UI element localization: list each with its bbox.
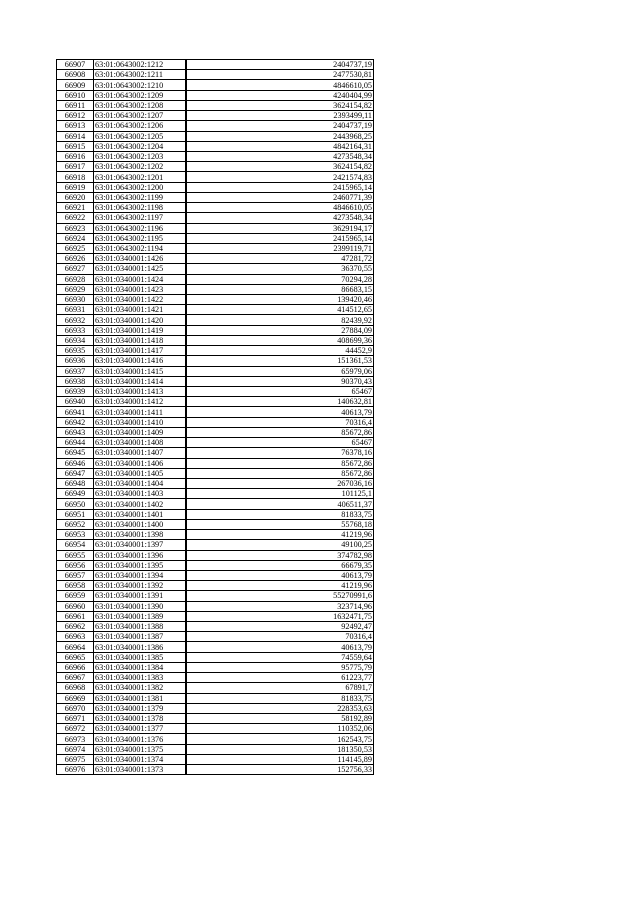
- table-row: [57, 632, 374, 642]
- row-number-cell: 66935: [57, 346, 94, 356]
- cadastral-value-cell: 40613,79: [186, 570, 374, 580]
- cadastral-number-cell: 63:01:0340001:1384: [94, 662, 187, 672]
- table-row: [57, 70, 374, 80]
- cadastral-number-cell: 63:01:0340001:1400: [94, 519, 187, 529]
- table-row: [57, 714, 374, 724]
- cadastral-value-cell: 95775,79: [186, 662, 374, 672]
- cadastral-value-cell: 90370,43: [186, 376, 374, 386]
- table-row: [57, 724, 374, 734]
- cadastral-value-cell: 27884,09: [186, 325, 374, 335]
- cadastral-value-cell: 408699,36: [186, 335, 374, 345]
- table-row: [57, 376, 374, 386]
- table-row: [57, 683, 374, 693]
- row-number-cell: 66968: [57, 683, 94, 693]
- row-number-cell: 66930: [57, 295, 94, 305]
- row-number-cell: 66973: [57, 734, 94, 744]
- cadastral-value-cell: 4273548,34: [186, 213, 374, 223]
- cadastral-number-cell: 63:01:0643002:1198: [94, 203, 187, 213]
- cadastral-number-cell: 63:01:0340001:1392: [94, 581, 187, 591]
- table-row: [57, 356, 374, 366]
- cadastral-value-cell: 414512,65: [186, 305, 374, 315]
- cadastral-number-cell: 63:01:0340001:1383: [94, 673, 187, 683]
- row-number-cell: 66975: [57, 754, 94, 764]
- row-number-cell: 66913: [57, 121, 94, 131]
- cadastral-number-cell: 63:01:0340001:1388: [94, 622, 187, 632]
- table-row: [57, 540, 374, 550]
- cadastral-number-cell: 63:01:0340001:1425: [94, 264, 187, 274]
- row-number-cell: 66960: [57, 601, 94, 611]
- cadastral-value-cell: 61223,77: [186, 673, 374, 683]
- cadastral-number-cell: 63:01:0340001:1406: [94, 458, 187, 468]
- cadastral-number-cell: 63:01:0340001:1415: [94, 366, 187, 376]
- cadastral-number-cell: 63:01:0643002:1202: [94, 162, 187, 172]
- table-row: [57, 100, 374, 110]
- row-number-cell: 66938: [57, 376, 94, 386]
- cadastral-number-cell: 63:01:0340001:1416: [94, 356, 187, 366]
- cadastral-number-cell: 63:01:0340001:1376: [94, 734, 187, 744]
- cadastral-value-cell: 406511,37: [186, 499, 374, 509]
- row-number-cell: 66963: [57, 632, 94, 642]
- row-number-cell: 66907: [57, 60, 94, 70]
- cadastral-value-cell: 3624154,82: [186, 162, 374, 172]
- row-number-cell: 66944: [57, 438, 94, 448]
- table-row: [57, 295, 374, 305]
- cadastral-number-cell: 63:01:0340001:1414: [94, 376, 187, 386]
- row-number-cell: 66948: [57, 478, 94, 488]
- cadastral-value-cell: 41219,96: [186, 581, 374, 591]
- cadastral-value-cell: 65467: [186, 387, 374, 397]
- table-row: [57, 734, 374, 744]
- table-row: [57, 346, 374, 356]
- row-number-cell: 66958: [57, 581, 94, 591]
- table-row: [57, 468, 374, 478]
- table-row: [57, 509, 374, 519]
- table-row: [57, 622, 374, 632]
- row-number-cell: 66967: [57, 673, 94, 683]
- table-row: [57, 519, 374, 529]
- cadastral-value-cell: 162543,75: [186, 734, 374, 744]
- cadastral-value-cell: 85672,86: [186, 458, 374, 468]
- cadastral-value-cell: 139420,46: [186, 295, 374, 305]
- row-number-cell: 66970: [57, 703, 94, 713]
- cadastral-value-cell: 2399119,71: [186, 243, 374, 253]
- cadastral-value-cell: 74559,64: [186, 652, 374, 662]
- table-row: [57, 601, 374, 611]
- table-row: [57, 243, 374, 253]
- cadastral-number-cell: 63:01:0340001:1378: [94, 714, 187, 724]
- cadastral-number-cell: 63:01:0643002:1197: [94, 213, 187, 223]
- table-row: [57, 315, 374, 325]
- cadastral-value-cell: 86683,15: [186, 284, 374, 294]
- table-row: [57, 141, 374, 151]
- table-row: [57, 570, 374, 580]
- table-row: [57, 325, 374, 335]
- table-row: [57, 581, 374, 591]
- table-row: [57, 264, 374, 274]
- row-number-cell: 66921: [57, 203, 94, 213]
- table-row: [57, 274, 374, 284]
- cadastral-value-cell: 55270991,6: [186, 591, 374, 601]
- table-row: [57, 131, 374, 141]
- table-row: [57, 121, 374, 131]
- row-number-cell: 66952: [57, 519, 94, 529]
- cadastral-value-cell: 152756,33: [186, 765, 374, 775]
- cadastral-value-cell: 47281,72: [186, 254, 374, 264]
- row-number-cell: 66949: [57, 489, 94, 499]
- cadastral-value-cell: 58192,89: [186, 714, 374, 724]
- row-number-cell: 66908: [57, 70, 94, 80]
- table-row: [57, 693, 374, 703]
- row-number-cell: 66943: [57, 427, 94, 437]
- cadastral-value-cell: 4846610,05: [186, 80, 374, 90]
- cadastral-number-cell: 63:01:0340001:1420: [94, 315, 187, 325]
- table-row: [57, 162, 374, 172]
- cadastral-value-cell: 151361,53: [186, 356, 374, 366]
- row-number-cell: 66969: [57, 693, 94, 703]
- cadastral-value-cell: 81833,75: [186, 693, 374, 703]
- table-row: [57, 448, 374, 458]
- row-number-cell: 66914: [57, 131, 94, 141]
- table-row: [57, 192, 374, 202]
- row-number-cell: 66936: [57, 356, 94, 366]
- row-number-cell: 66945: [57, 448, 94, 458]
- row-number-cell: 66909: [57, 80, 94, 90]
- table-row: [57, 203, 374, 213]
- table-row: [57, 366, 374, 376]
- table-row: [57, 417, 374, 427]
- cadastral-value-cell: 4240404,99: [186, 90, 374, 100]
- cadastral-value-cell: 228353,63: [186, 703, 374, 713]
- table-row: [57, 223, 374, 233]
- cadastral-value-cell: 44452,9: [186, 346, 374, 356]
- cadastral-number-cell: 63:01:0340001:1421: [94, 305, 187, 315]
- table-row: [57, 233, 374, 243]
- cadastral-value-cell: 4842164,31: [186, 141, 374, 151]
- cadastral-number-cell: 63:01:0340001:1404: [94, 478, 187, 488]
- cadastral-number-cell: 63:01:0340001:1424: [94, 274, 187, 284]
- table-row: [57, 80, 374, 90]
- table-row: [57, 90, 374, 100]
- cadastral-number-cell: 63:01:0340001:1410: [94, 417, 187, 427]
- cadastral-number-cell: 63:01:0643002:1200: [94, 182, 187, 192]
- cadastral-number-cell: 63:01:0643002:1207: [94, 111, 187, 121]
- row-number-cell: 66971: [57, 714, 94, 724]
- cadastral-value-cell: 101125,1: [186, 489, 374, 499]
- cadastral-number-cell: 63:01:0340001:1375: [94, 744, 187, 754]
- row-number-cell: 66915: [57, 141, 94, 151]
- row-number-cell: 66951: [57, 509, 94, 519]
- row-number-cell: 66923: [57, 223, 94, 233]
- cadastral-value-cell: 85672,86: [186, 468, 374, 478]
- table-body: [57, 60, 374, 775]
- row-number-cell: 66929: [57, 284, 94, 294]
- row-number-cell: 66939: [57, 387, 94, 397]
- cadastral-value-cell: 181350,53: [186, 744, 374, 754]
- row-number-cell: 66972: [57, 724, 94, 734]
- cadastral-value-cell: 323714,96: [186, 601, 374, 611]
- row-number-cell: 66940: [57, 397, 94, 407]
- row-number-cell: 66961: [57, 611, 94, 621]
- table-row: [57, 387, 374, 397]
- cadastral-value-cell: 36370,55: [186, 264, 374, 274]
- row-number-cell: 66956: [57, 560, 94, 570]
- cadastral-value-cell: 70294,28: [186, 274, 374, 284]
- table-row: [57, 254, 374, 264]
- table-row: [57, 560, 374, 570]
- cadastral-number-cell: 63:01:0340001:1390: [94, 601, 187, 611]
- table-row: [57, 458, 374, 468]
- cadastral-number-cell: 63:01:0340001:1417: [94, 346, 187, 356]
- table-row: [57, 213, 374, 223]
- cadastral-value-cell: 55768,18: [186, 519, 374, 529]
- row-number-cell: 66942: [57, 417, 94, 427]
- table-row: [57, 407, 374, 417]
- cadastral-value-cell: 2477530,81: [186, 70, 374, 80]
- cadastral-value-cell: 2415965,14: [186, 233, 374, 243]
- cadastral-value-cell: 140632,81: [186, 397, 374, 407]
- cadastral-number-cell: 63:01:0340001:1389: [94, 611, 187, 621]
- cadastral-number-cell: 63:01:0340001:1379: [94, 703, 187, 713]
- cadastral-value-cell: 3629194,17: [186, 223, 374, 233]
- cadastral-value-cell: 70316,4: [186, 632, 374, 642]
- cadastral-number-cell: 63:01:0340001:1409: [94, 427, 187, 437]
- row-number-cell: 66926: [57, 254, 94, 264]
- cadastral-value-cell: 267036,16: [186, 478, 374, 488]
- table-row: [57, 478, 374, 488]
- cadastral-number-cell: 63:01:0643002:1209: [94, 90, 187, 100]
- cadastral-number-cell: 63:01:0643002:1208: [94, 100, 187, 110]
- table-row: [57, 489, 374, 499]
- row-number-cell: 66953: [57, 530, 94, 540]
- cadastral-number-cell: 63:01:0340001:1402: [94, 499, 187, 509]
- cadastral-number-cell: 63:01:0340001:1412: [94, 397, 187, 407]
- cadastral-value-cell: 2404737,19: [186, 60, 374, 70]
- row-number-cell: 66917: [57, 162, 94, 172]
- cadastral-number-cell: 63:01:0643002:1194: [94, 243, 187, 253]
- cadastral-value-cell: 85672,86: [186, 427, 374, 437]
- row-number-cell: 66955: [57, 550, 94, 560]
- row-number-cell: 66965: [57, 652, 94, 662]
- cadastral-number-cell: 63:01:0340001:1391: [94, 591, 187, 601]
- cadastral-number-cell: 63:01:0340001:1407: [94, 448, 187, 458]
- cadastral-value-cell: 2421574,83: [186, 172, 374, 182]
- cadastral-value-cell: 66679,35: [186, 560, 374, 570]
- cadastral-value-cell: 114145,89: [186, 754, 374, 764]
- row-number-cell: 66919: [57, 182, 94, 192]
- cadastral-number-cell: 63:01:0340001:1401: [94, 509, 187, 519]
- cadastral-number-cell: 63:01:0340001:1396: [94, 550, 187, 560]
- row-number-cell: 66947: [57, 468, 94, 478]
- table-row: [57, 611, 374, 621]
- table-row: [57, 673, 374, 683]
- table-row: [57, 438, 374, 448]
- cadastral-number-cell: 63:01:0643002:1201: [94, 172, 187, 182]
- cadastral-value-table: [56, 59, 374, 775]
- cadastral-value-cell: 40613,79: [186, 407, 374, 417]
- table-row: [57, 284, 374, 294]
- cadastral-number-cell: 63:01:0340001:1413: [94, 387, 187, 397]
- row-number-cell: 66966: [57, 662, 94, 672]
- cadastral-value-cell: 1632471,75: [186, 611, 374, 621]
- row-number-cell: 66933: [57, 325, 94, 335]
- cadastral-value-cell: 81833,75: [186, 509, 374, 519]
- row-number-cell: 66934: [57, 335, 94, 345]
- cadastral-number-cell: 63:01:0643002:1206: [94, 121, 187, 131]
- cadastral-number-cell: 63:01:0643002:1204: [94, 141, 187, 151]
- cadastral-number-cell: 63:01:0340001:1398: [94, 530, 187, 540]
- cadastral-value-cell: 41219,96: [186, 530, 374, 540]
- cadastral-number-cell: 63:01:0643002:1210: [94, 80, 187, 90]
- row-number-cell: 66912: [57, 111, 94, 121]
- table-row: [57, 151, 374, 161]
- table-row: [57, 662, 374, 672]
- cadastral-number-cell: 63:01:0340001:1394: [94, 570, 187, 580]
- cadastral-number-cell: 63:01:0340001:1377: [94, 724, 187, 734]
- row-number-cell: 66962: [57, 622, 94, 632]
- cadastral-value-cell: 4846610,05: [186, 203, 374, 213]
- table-row: [57, 499, 374, 509]
- cadastral-number-cell: 63:01:0340001:1405: [94, 468, 187, 478]
- table-row: [57, 305, 374, 315]
- cadastral-number-cell: 63:01:0340001:1418: [94, 335, 187, 345]
- table-row: [57, 172, 374, 182]
- cadastral-value-cell: 2404737,19: [186, 121, 374, 131]
- row-number-cell: 66974: [57, 744, 94, 754]
- cadastral-value-cell: 374782,98: [186, 550, 374, 560]
- cadastral-number-cell: 63:01:0340001:1387: [94, 632, 187, 642]
- row-number-cell: 66920: [57, 192, 94, 202]
- cadastral-value-cell: 3624154,82: [186, 100, 374, 110]
- table-row: [57, 744, 374, 754]
- cadastral-number-cell: 63:01:0340001:1423: [94, 284, 187, 294]
- cadastral-value-cell: 2415965,14: [186, 182, 374, 192]
- table-row: [57, 60, 374, 70]
- cadastral-value-cell: 40613,79: [186, 642, 374, 652]
- row-number-cell: 66916: [57, 151, 94, 161]
- table-row: [57, 530, 374, 540]
- cadastral-value-cell: 82439,92: [186, 315, 374, 325]
- cadastral-value-cell: 70316,4: [186, 417, 374, 427]
- row-number-cell: 66928: [57, 274, 94, 284]
- cadastral-number-cell: 63:01:0643002:1205: [94, 131, 187, 141]
- cadastral-value-cell: 110352,06: [186, 724, 374, 734]
- cadastral-value-cell: 2393499,11: [186, 111, 374, 121]
- table-row: [57, 754, 374, 764]
- table-row: [57, 642, 374, 652]
- cadastral-number-cell: 63:01:0643002:1199: [94, 192, 187, 202]
- cadastral-number-cell: 63:01:0340001:1373: [94, 765, 187, 775]
- row-number-cell: 66931: [57, 305, 94, 315]
- cadastral-value-cell: 67891,7: [186, 683, 374, 693]
- table-row: [57, 550, 374, 560]
- cadastral-number-cell: 63:01:0643002:1212: [94, 60, 187, 70]
- row-number-cell: 66927: [57, 264, 94, 274]
- row-number-cell: 66976: [57, 765, 94, 775]
- cadastral-value-cell: 92492,47: [186, 622, 374, 632]
- cadastral-number-cell: 63:01:0340001:1386: [94, 642, 187, 652]
- table-row: [57, 652, 374, 662]
- row-number-cell: 66957: [57, 570, 94, 580]
- cadastral-value-cell: 2443968,25: [186, 131, 374, 141]
- row-number-cell: 66950: [57, 499, 94, 509]
- cadastral-number-cell: 63:01:0340001:1381: [94, 693, 187, 703]
- cadastral-value-cell: 76378,16: [186, 448, 374, 458]
- row-number-cell: 66941: [57, 407, 94, 417]
- row-number-cell: 66910: [57, 90, 94, 100]
- cadastral-number-cell: 63:01:0643002:1196: [94, 223, 187, 233]
- row-number-cell: 66918: [57, 172, 94, 182]
- cadastral-value-cell: 49100,25: [186, 540, 374, 550]
- cadastral-value-sheet: [56, 59, 374, 775]
- table-row: [57, 397, 374, 407]
- table-row: [57, 335, 374, 345]
- table-row: [57, 111, 374, 121]
- cadastral-number-cell: 63:01:0340001:1422: [94, 295, 187, 305]
- cadastral-number-cell: 63:01:0340001:1397: [94, 540, 187, 550]
- table-row: [57, 591, 374, 601]
- table-row: [57, 427, 374, 437]
- table-row: [57, 182, 374, 192]
- cadastral-number-cell: 63:01:0340001:1411: [94, 407, 187, 417]
- cadastral-number-cell: 63:01:0340001:1385: [94, 652, 187, 662]
- cadastral-value-cell: 65979,06: [186, 366, 374, 376]
- cadastral-number-cell: 63:01:0340001:1395: [94, 560, 187, 570]
- row-number-cell: 66946: [57, 458, 94, 468]
- row-number-cell: 66937: [57, 366, 94, 376]
- cadastral-value-cell: 4273548,34: [186, 151, 374, 161]
- row-number-cell: 66954: [57, 540, 94, 550]
- cadastral-number-cell: 63:01:0643002:1203: [94, 151, 187, 161]
- table-row: [57, 765, 374, 775]
- row-number-cell: 66959: [57, 591, 94, 601]
- row-number-cell: 66964: [57, 642, 94, 652]
- cadastral-number-cell: 63:01:0340001:1426: [94, 254, 187, 264]
- row-number-cell: 66932: [57, 315, 94, 325]
- cadastral-number-cell: 63:01:0643002:1211: [94, 70, 187, 80]
- row-number-cell: 66924: [57, 233, 94, 243]
- row-number-cell: 66925: [57, 243, 94, 253]
- cadastral-value-cell: 2460771,39: [186, 192, 374, 202]
- cadastral-number-cell: 63:01:0340001:1382: [94, 683, 187, 693]
- cadastral-value-cell: 65467: [186, 438, 374, 448]
- cadastral-number-cell: 63:01:0340001:1374: [94, 754, 187, 764]
- cadastral-number-cell: 63:01:0643002:1195: [94, 233, 187, 243]
- row-number-cell: 66922: [57, 213, 94, 223]
- row-number-cell: 66911: [57, 100, 94, 110]
- cadastral-number-cell: 63:01:0340001:1419: [94, 325, 187, 335]
- cadastral-number-cell: 63:01:0340001:1403: [94, 489, 187, 499]
- table-row: [57, 703, 374, 713]
- cadastral-number-cell: 63:01:0340001:1408: [94, 438, 187, 448]
